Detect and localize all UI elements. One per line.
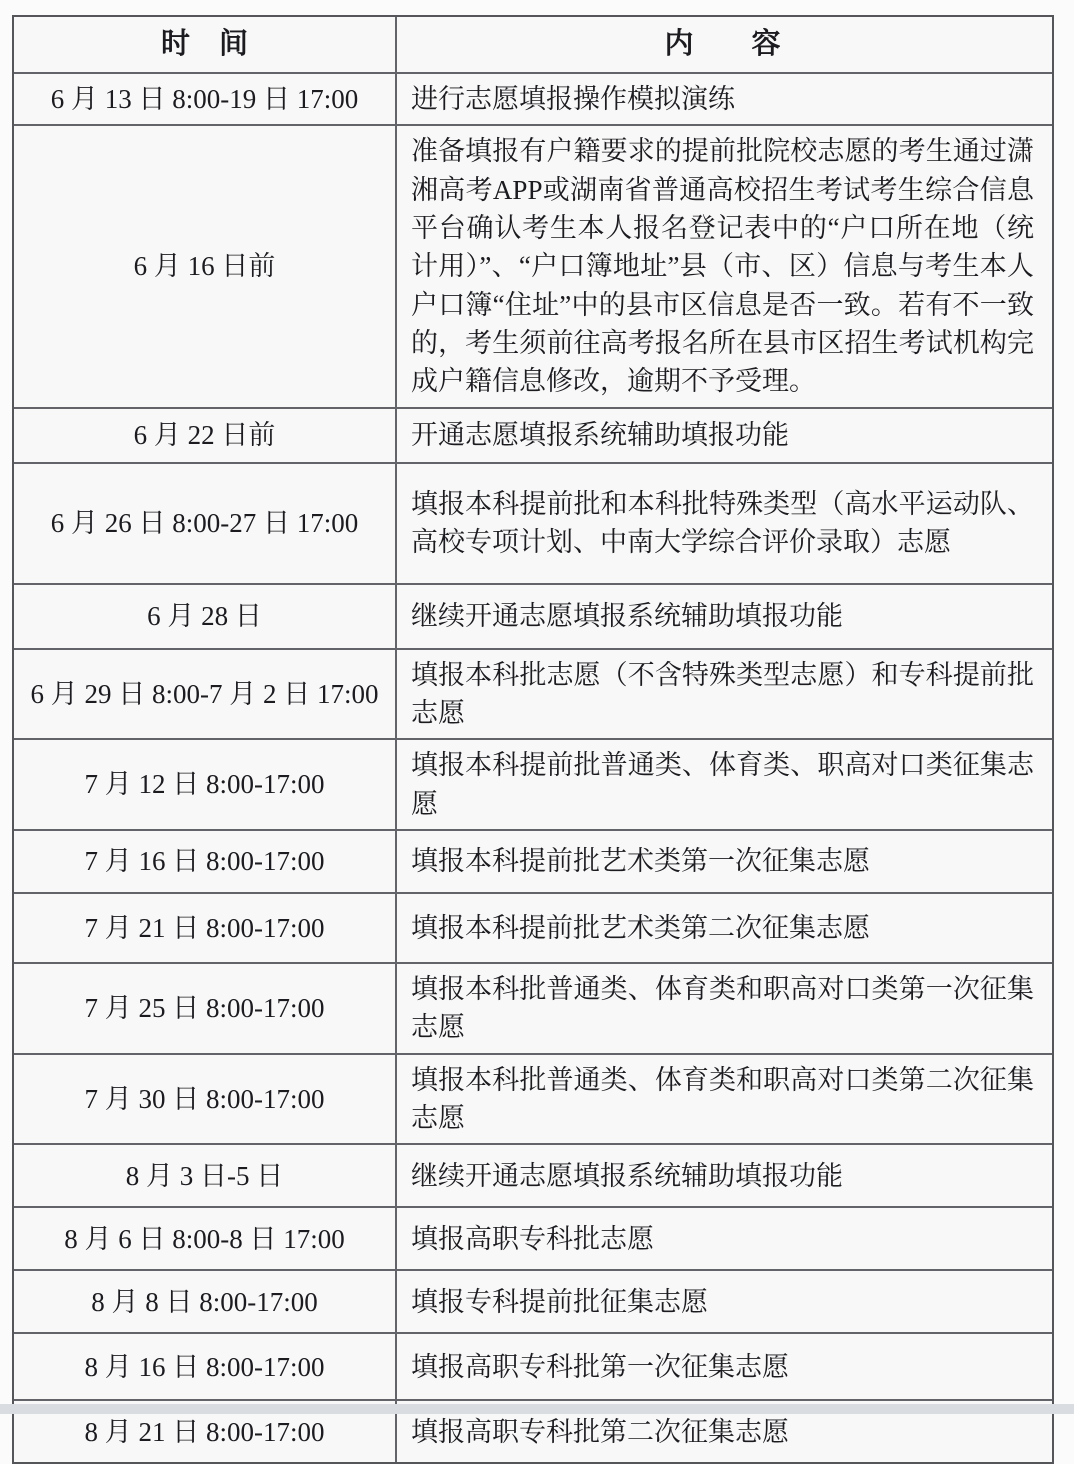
schedule-table	[12, 15, 1054, 1464]
time-value: 8 月 16 日 8:00-17:00	[84, 1351, 325, 1382]
content-value: 填报本科提前批艺术类第一次征集志愿	[411, 846, 870, 877]
time-cell	[14, 740, 397, 829]
table-header-row	[14, 17, 1052, 74]
content-cell	[397, 1334, 1052, 1399]
header-content-label: 内 容	[664, 27, 781, 60]
table-row	[14, 74, 1052, 126]
content-value: 填报高职专科批第二次征集志愿	[411, 1416, 789, 1447]
table-row	[14, 585, 1052, 650]
content-cell	[397, 126, 1052, 406]
table-row	[14, 964, 1052, 1055]
table-row	[14, 1334, 1052, 1401]
bottom-strip	[0, 1404, 1074, 1414]
content-value: 继续开通志愿填报系统辅助填报功能	[411, 1160, 843, 1191]
time-value: 8 月 6 日 8:00-8 日 17:00	[64, 1223, 345, 1254]
table-row	[14, 650, 1052, 741]
content-cell	[397, 464, 1052, 583]
content-value: 填报本科批普通类、体育类和职高对口类第二次征集志愿	[411, 1064, 1034, 1133]
time-cell	[14, 650, 397, 739]
content-value: 继续开通志愿填报系统辅助填报功能	[411, 600, 843, 631]
table-row	[14, 126, 1052, 408]
content-value: 填报高职专科批志愿	[411, 1223, 654, 1254]
time-cell	[14, 831, 397, 892]
content-value: 填报本科提前批艺术类第二次征集志愿	[411, 912, 870, 943]
content-value: 填报专科提前批征集志愿	[411, 1286, 708, 1317]
time-value: 8 月 21 日 8:00-17:00	[84, 1416, 325, 1447]
content-value: 填报本科提前批普通类、体育类、职高对口类征集志愿	[411, 750, 1034, 819]
table-row	[14, 1208, 1052, 1271]
time-cell	[14, 1334, 397, 1399]
table-row	[14, 409, 1052, 464]
time-cell	[14, 585, 397, 648]
time-value: 6 月 16 日前	[133, 251, 276, 282]
table-row	[14, 894, 1052, 964]
header-cell-content	[397, 17, 1052, 72]
time-cell	[14, 1145, 397, 1206]
time-value: 7 月 21 日 8:00-17:00	[84, 912, 325, 943]
time-value: 7 月 16 日 8:00-17:00	[84, 846, 325, 877]
time-cell	[14, 1208, 397, 1269]
time-cell	[14, 1271, 397, 1332]
content-cell	[397, 1271, 1052, 1332]
time-value: 6 月 29 日 8:00-7 月 2 日 17:00	[30, 678, 379, 709]
time-cell	[14, 409, 397, 462]
content-cell	[397, 585, 1052, 648]
content-cell	[397, 831, 1052, 892]
header-time-label: 时 间	[160, 27, 248, 60]
time-value: 6 月 26 日 8:00-27 日 17:00	[50, 507, 359, 538]
content-value: 填报本科批志愿（不含特殊类型志愿）和专科提前批志愿	[411, 659, 1034, 728]
table-row	[14, 464, 1052, 585]
content-cell	[397, 1208, 1052, 1269]
time-value: 8 月 8 日 8:00-17:00	[91, 1286, 318, 1317]
time-value: 7 月 30 日 8:00-17:00	[84, 1083, 325, 1114]
time-value: 8 月 3 日-5 日	[125, 1160, 284, 1191]
content-cell	[397, 740, 1052, 829]
header-cell-time	[14, 17, 397, 72]
content-value: 填报本科提前批和本科批特殊类型（高水平运动队、高校专项计划、中南大学综合评价录取）志愿	[411, 488, 1034, 558]
time-cell	[14, 964, 397, 1053]
time-value: 7 月 12 日 8:00-17:00	[84, 769, 325, 800]
time-value: 6 月 13 日 8:00-19 日 17:00	[50, 84, 359, 114]
content-cell	[397, 1145, 1052, 1206]
content-value: 开通志愿填报系统辅助填报功能	[411, 419, 789, 450]
content-cell	[397, 1055, 1052, 1144]
content-value: 填报高职专科批第一次征集志愿	[411, 1351, 789, 1382]
time-cell	[14, 464, 397, 583]
content-value: 准备填报有户籍要求的提前批院校志愿的考生通过潇湘高考APP或湖南省普通高校招生考试考生综合信息平台确认考生本人报名登记表中的“户口所在地（统计用）”、“户口簿地址”县（市、区）信息与考生本人户口簿“住址”中的县市区信息是否一致。若有不一致的，考生须前往高考报名所在县市区招生考试机构完成户籍信息修改，逾期不予受理。	[411, 136, 1034, 397]
content-value: 进行志愿填报操作模拟演练	[411, 84, 735, 114]
table-row	[14, 1145, 1052, 1208]
content-cell	[397, 409, 1052, 462]
content-cell	[397, 894, 1052, 962]
time-cell	[14, 1055, 397, 1144]
time-cell	[14, 126, 397, 406]
time-value: 7 月 25 日 8:00-17:00	[84, 993, 325, 1024]
time-cell	[14, 894, 397, 962]
time-value: 6 月 28 日	[147, 600, 262, 631]
content-cell	[397, 74, 1052, 124]
content-cell	[397, 650, 1052, 739]
content-cell	[397, 964, 1052, 1053]
table-row	[14, 740, 1052, 831]
table-row	[14, 1055, 1052, 1146]
table-row	[14, 831, 1052, 894]
time-value: 6 月 22 日前	[133, 419, 276, 450]
time-cell	[14, 74, 397, 124]
content-value: 填报本科批普通类、体育类和职高对口类第一次征集志愿	[411, 973, 1034, 1043]
table-row	[14, 1271, 1052, 1334]
